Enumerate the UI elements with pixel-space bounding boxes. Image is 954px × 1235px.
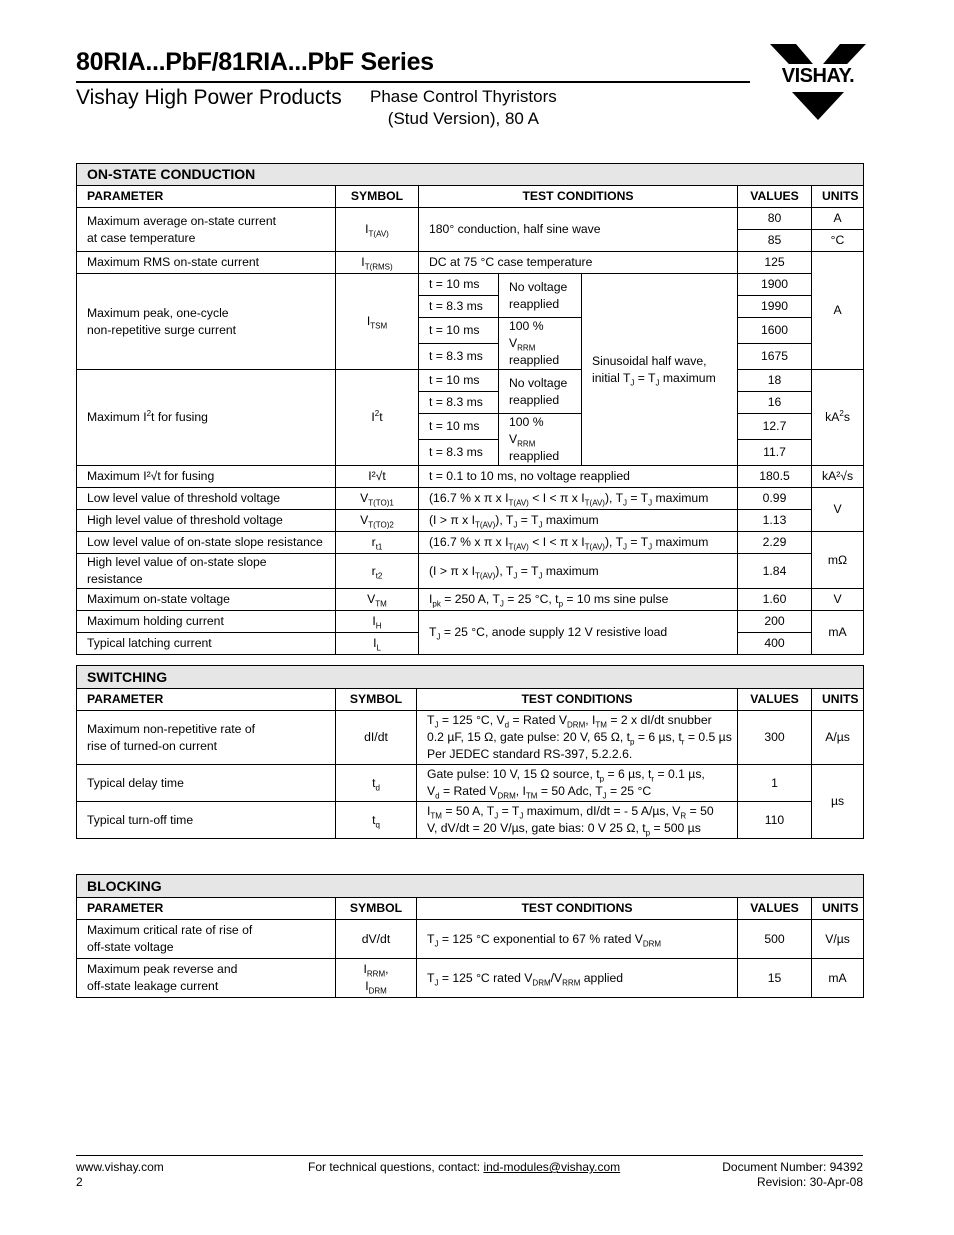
param-didt: Maximum non-repetitive rate of rise of turned-on current — [77, 711, 336, 765]
col-symbol: SYMBOL — [336, 186, 419, 208]
value: 1900 — [738, 274, 812, 296]
table-row — [77, 711, 864, 765]
param-tq: Typical turn-off time — [77, 802, 336, 839]
product-description — [370, 86, 557, 130]
value: 15 — [738, 959, 812, 998]
header-row — [77, 689, 864, 711]
param-ih: Maximum holding current — [77, 611, 336, 633]
param-irrm: Maximum peak reverse and off-state leakage current — [77, 959, 336, 998]
unit: V — [812, 589, 864, 611]
cond-vt2: (I > π x $I_{T(AV)}$), $T_J = T_J$ maximum — [419, 510, 738, 532]
unit: °C — [812, 230, 864, 252]
header-row — [77, 186, 864, 208]
symbol-vt2: $V_{T(TO)2}$ — [336, 510, 419, 532]
value: 1 — [738, 765, 812, 802]
symbol-it-rms: $I_{T(RMS)}$ — [336, 252, 419, 274]
header-row — [77, 898, 864, 920]
unit: mA — [812, 959, 864, 998]
value: 400 — [738, 633, 812, 655]
col-units: UNITS — [812, 186, 864, 208]
param-i2t: Maximum $I^2t$ for fusing — [77, 370, 336, 466]
blocking-table — [76, 874, 864, 998]
unit: $kA^2s$ — [812, 370, 864, 466]
value: 2.29 — [738, 532, 812, 554]
symbol-td: $t_d$ — [336, 765, 417, 802]
cond-dvdt: $T_J = 125$ °C exponential to 67 % rated $V_{DRM}$ — [417, 920, 738, 959]
value: 0.99 — [738, 488, 812, 510]
value: 1600 — [738, 318, 812, 344]
cond-rms: DC at 75 °C case temperature — [419, 252, 738, 274]
symbol-didt: dI/dt — [336, 711, 417, 765]
page-number: 2 — [76, 1175, 83, 1189]
unit: A — [812, 252, 864, 370]
col-test-conditions: TEST CONDITIONS — [417, 689, 738, 711]
cond-td: Gate pulse: 10 V, 15 Ω source, $t_p = 6$ µs, $t_r = 0.1$ µs, $V_d$ = Rated $V_{DRM}$, $I_{TM} = 50$ Adc, $T_J = 25$ °C — [417, 765, 738, 802]
param-rt1: Low level value of on-state slope resistance — [77, 532, 336, 554]
table-row — [77, 959, 864, 998]
time-cond: t = 10 ms — [419, 318, 499, 344]
table-row — [77, 802, 864, 839]
symbol-dvdt: dV/dt — [336, 920, 417, 959]
footer-contact — [308, 1160, 620, 1175]
value: 300 — [738, 711, 812, 765]
vrrm-cond: 100 % $V_{RRM}$ reapplied — [499, 414, 582, 466]
cond-vt1: (16.7 % x π x $I_{T(AV)} < I < \pi$ x $I_{T(AV)}$), $T_J = T_J$ maximum — [419, 488, 738, 510]
value: 110 — [738, 802, 812, 839]
table-row — [77, 274, 864, 296]
unit: mΩ — [812, 532, 864, 589]
time-cond: t = 8.3 ms — [419, 296, 499, 318]
value: 1.13 — [738, 510, 812, 532]
unit: A/µs — [812, 711, 864, 765]
value: 1.60 — [738, 589, 812, 611]
symbol-vt1: $V_{T(TO)1}$ — [336, 488, 419, 510]
col-test-conditions: TEST CONDITIONS — [417, 898, 738, 920]
table-row — [77, 611, 864, 633]
contact-email-link[interactable]: ind-modules@vishay.com — [483, 1160, 621, 1174]
section-title-on-state: ON-STATE CONDUCTION — [77, 164, 864, 186]
value: 1.84 — [738, 554, 812, 589]
col-values: VALUES — [738, 689, 812, 711]
value: 80 — [738, 208, 812, 230]
param-surge: Maximum peak, one-cycle non-repetitive surge current — [77, 274, 336, 370]
time-cond: t = 8.3 ms — [419, 440, 499, 466]
value: 11.7 — [738, 440, 812, 466]
cond-irrm: $T_J = 125$ °C rated $V_{DRM}/V_{RRM}$ applied — [417, 959, 738, 998]
logo-text: VISHAY. — [781, 65, 855, 87]
symbol-rt1: $r_{t1}$ — [336, 532, 419, 554]
document-title: 80RIA...PbF/81RIA...PbF Series — [76, 48, 434, 76]
vishay-logo — [770, 44, 866, 120]
cond-rt1: (16.7 % x π x $I_{T(AV)} < I < \pi$ x $I_{T(AV)}$), $T_J = T_J$ maximum — [419, 532, 738, 554]
param-vt1: Low level value of threshold voltage — [77, 488, 336, 510]
cond-rt2: (I > π x $I_{T(AV)}$), $T_J = T_J$ maximum — [419, 554, 738, 589]
param-rms: Maximum RMS on-state current — [77, 252, 336, 274]
symbol-il: $I_L$ — [336, 633, 419, 655]
symbol-tq: $t_q$ — [336, 802, 417, 839]
time-cond: t = 10 ms — [419, 274, 499, 296]
table-row — [77, 488, 864, 510]
value: 500 — [738, 920, 812, 959]
param-il: Typical latching current — [77, 633, 336, 655]
value: 85 — [738, 230, 812, 252]
document-subtitle: Vishay High Power Products — [76, 86, 342, 109]
cond-tq: $I_{TM} = 50$ A, $T_J = T_J$ maximum, dI/dt = - 5 A/µs, $V_R = 50$ V, dV/dt = 20 V/µs, gate bias: 0 V 25 Ω, $t_p = 500$ µs — [417, 802, 738, 839]
value: 1990 — [738, 296, 812, 318]
symbol-rt2: $r_{t2}$ — [336, 554, 419, 589]
col-values: VALUES — [738, 898, 812, 920]
contact-prefix: For technical questions, contact: — [308, 1160, 484, 1174]
col-test-conditions: TEST CONDITIONS — [419, 186, 738, 208]
on-state-conduction-table — [76, 163, 864, 655]
value: 18 — [738, 370, 812, 392]
param-rt2: High level value of on-state slope resistance — [77, 554, 336, 589]
value: 1675 — [738, 344, 812, 370]
table-row — [77, 370, 864, 392]
revision: Revision: 30-Apr-08 — [756, 1175, 863, 1189]
table-row — [77, 510, 864, 532]
table-row — [77, 532, 864, 554]
section-title-switching: SWITCHING — [77, 666, 864, 689]
col-units: UNITS — [812, 898, 864, 920]
no-voltage-cond: No voltage reapplied — [499, 274, 582, 318]
footer-left — [76, 1160, 164, 1190]
cond-didt: $T_J = 125$ °C, $V_d$ = Rated $V_{DRM}$, $I_{TM} = 2$ x dI/dt snubber 0.2 µF, 15 Ω, gate pulse: 20 V, 65 Ω, $t_p = 6$ µs, $t_r = 0.5$ µs Per JEDEC standard RS-397, 5.2.2.6. — [417, 711, 738, 765]
title-rule — [76, 81, 750, 83]
document-number: Document Number: 94392 — [722, 1160, 863, 1174]
param-i2rt: Maximum I²√t for fusing — [77, 466, 336, 488]
value: 200 — [738, 611, 812, 633]
symbol-i2rt: I²√t — [336, 466, 419, 488]
unit: kA²√s — [812, 466, 864, 488]
table-row — [77, 554, 864, 589]
col-values: VALUES — [738, 186, 812, 208]
symbol-itsm: $I_{TSM}$ — [336, 274, 419, 370]
param-vt2: High level value of threshold voltage — [77, 510, 336, 532]
time-cond: t = 8.3 ms — [419, 344, 499, 370]
value: 16 — [738, 392, 812, 414]
symbol-ih: $I_H$ — [336, 611, 419, 633]
description-line-1: Phase Control Thyristors — [370, 87, 557, 106]
sine-cond: Sinusoidal half wave, initial $T_J = T_J$ maximum — [582, 274, 738, 466]
unit: µs — [812, 765, 864, 839]
col-symbol: SYMBOL — [336, 689, 417, 711]
section-title-blocking: BLOCKING — [77, 875, 864, 898]
symbol-i2t: $I^2t$ — [336, 370, 419, 466]
value: 180.5 — [738, 466, 812, 488]
col-units: UNITS — [812, 689, 864, 711]
col-parameter: PARAMETER — [77, 898, 336, 920]
table-row — [77, 765, 864, 802]
cond-avg: 180° conduction, half sine wave — [419, 208, 738, 252]
cond-vtm: $I_{pk} = 250$ A, $T_J = 25$ °C, $t_p = 10$ ms sine pulse — [419, 589, 738, 611]
cond-ih: $T_J = 25$ °C, anode supply 12 V resistive load — [419, 611, 738, 655]
table-row — [77, 208, 864, 230]
table-row — [77, 466, 864, 488]
value: 125 — [738, 252, 812, 274]
param-avg-current: Maximum average on-state current at case temperature — [77, 208, 336, 252]
col-parameter: PARAMETER — [77, 186, 336, 208]
unit: mA — [812, 611, 864, 655]
table-row — [77, 589, 864, 611]
time-cond: t = 10 ms — [419, 414, 499, 440]
vrrm-cond: 100 % $V_{RRM}$ reapplied — [499, 318, 582, 370]
col-parameter: PARAMETER — [77, 689, 336, 711]
symbol-vtm: $V_{TM}$ — [336, 589, 419, 611]
param-dvdt: Maximum critical rate of rise of off-state voltage — [77, 920, 336, 959]
time-cond: t = 8.3 ms — [419, 392, 499, 414]
cond-i2rt: t = 0.1 to 10 ms, no voltage reapplied — [419, 466, 738, 488]
description-line-2: (Stud Version), 80 A — [387, 109, 539, 128]
switching-table — [76, 665, 864, 839]
footer-website[interactable]: www.vishay.com — [76, 1160, 164, 1174]
param-td: Typical delay time — [77, 765, 336, 802]
footer-right — [722, 1160, 863, 1190]
table-row — [77, 252, 864, 274]
unit: V — [812, 488, 864, 532]
table-row — [77, 920, 864, 959]
param-vtm: Maximum on-state voltage — [77, 589, 336, 611]
time-cond: t = 10 ms — [419, 370, 499, 392]
symbol-irrm: $I_{RRM}$, $I_{DRM}$ — [336, 959, 417, 998]
symbol-it-av: $I_{T(AV)}$ — [336, 208, 419, 252]
page-footer — [76, 1155, 863, 1189]
no-voltage-cond: No voltage reapplied — [499, 370, 582, 414]
unit: A — [812, 208, 864, 230]
unit: V/µs — [812, 920, 864, 959]
col-symbol: SYMBOL — [336, 898, 417, 920]
value: 12.7 — [738, 414, 812, 440]
